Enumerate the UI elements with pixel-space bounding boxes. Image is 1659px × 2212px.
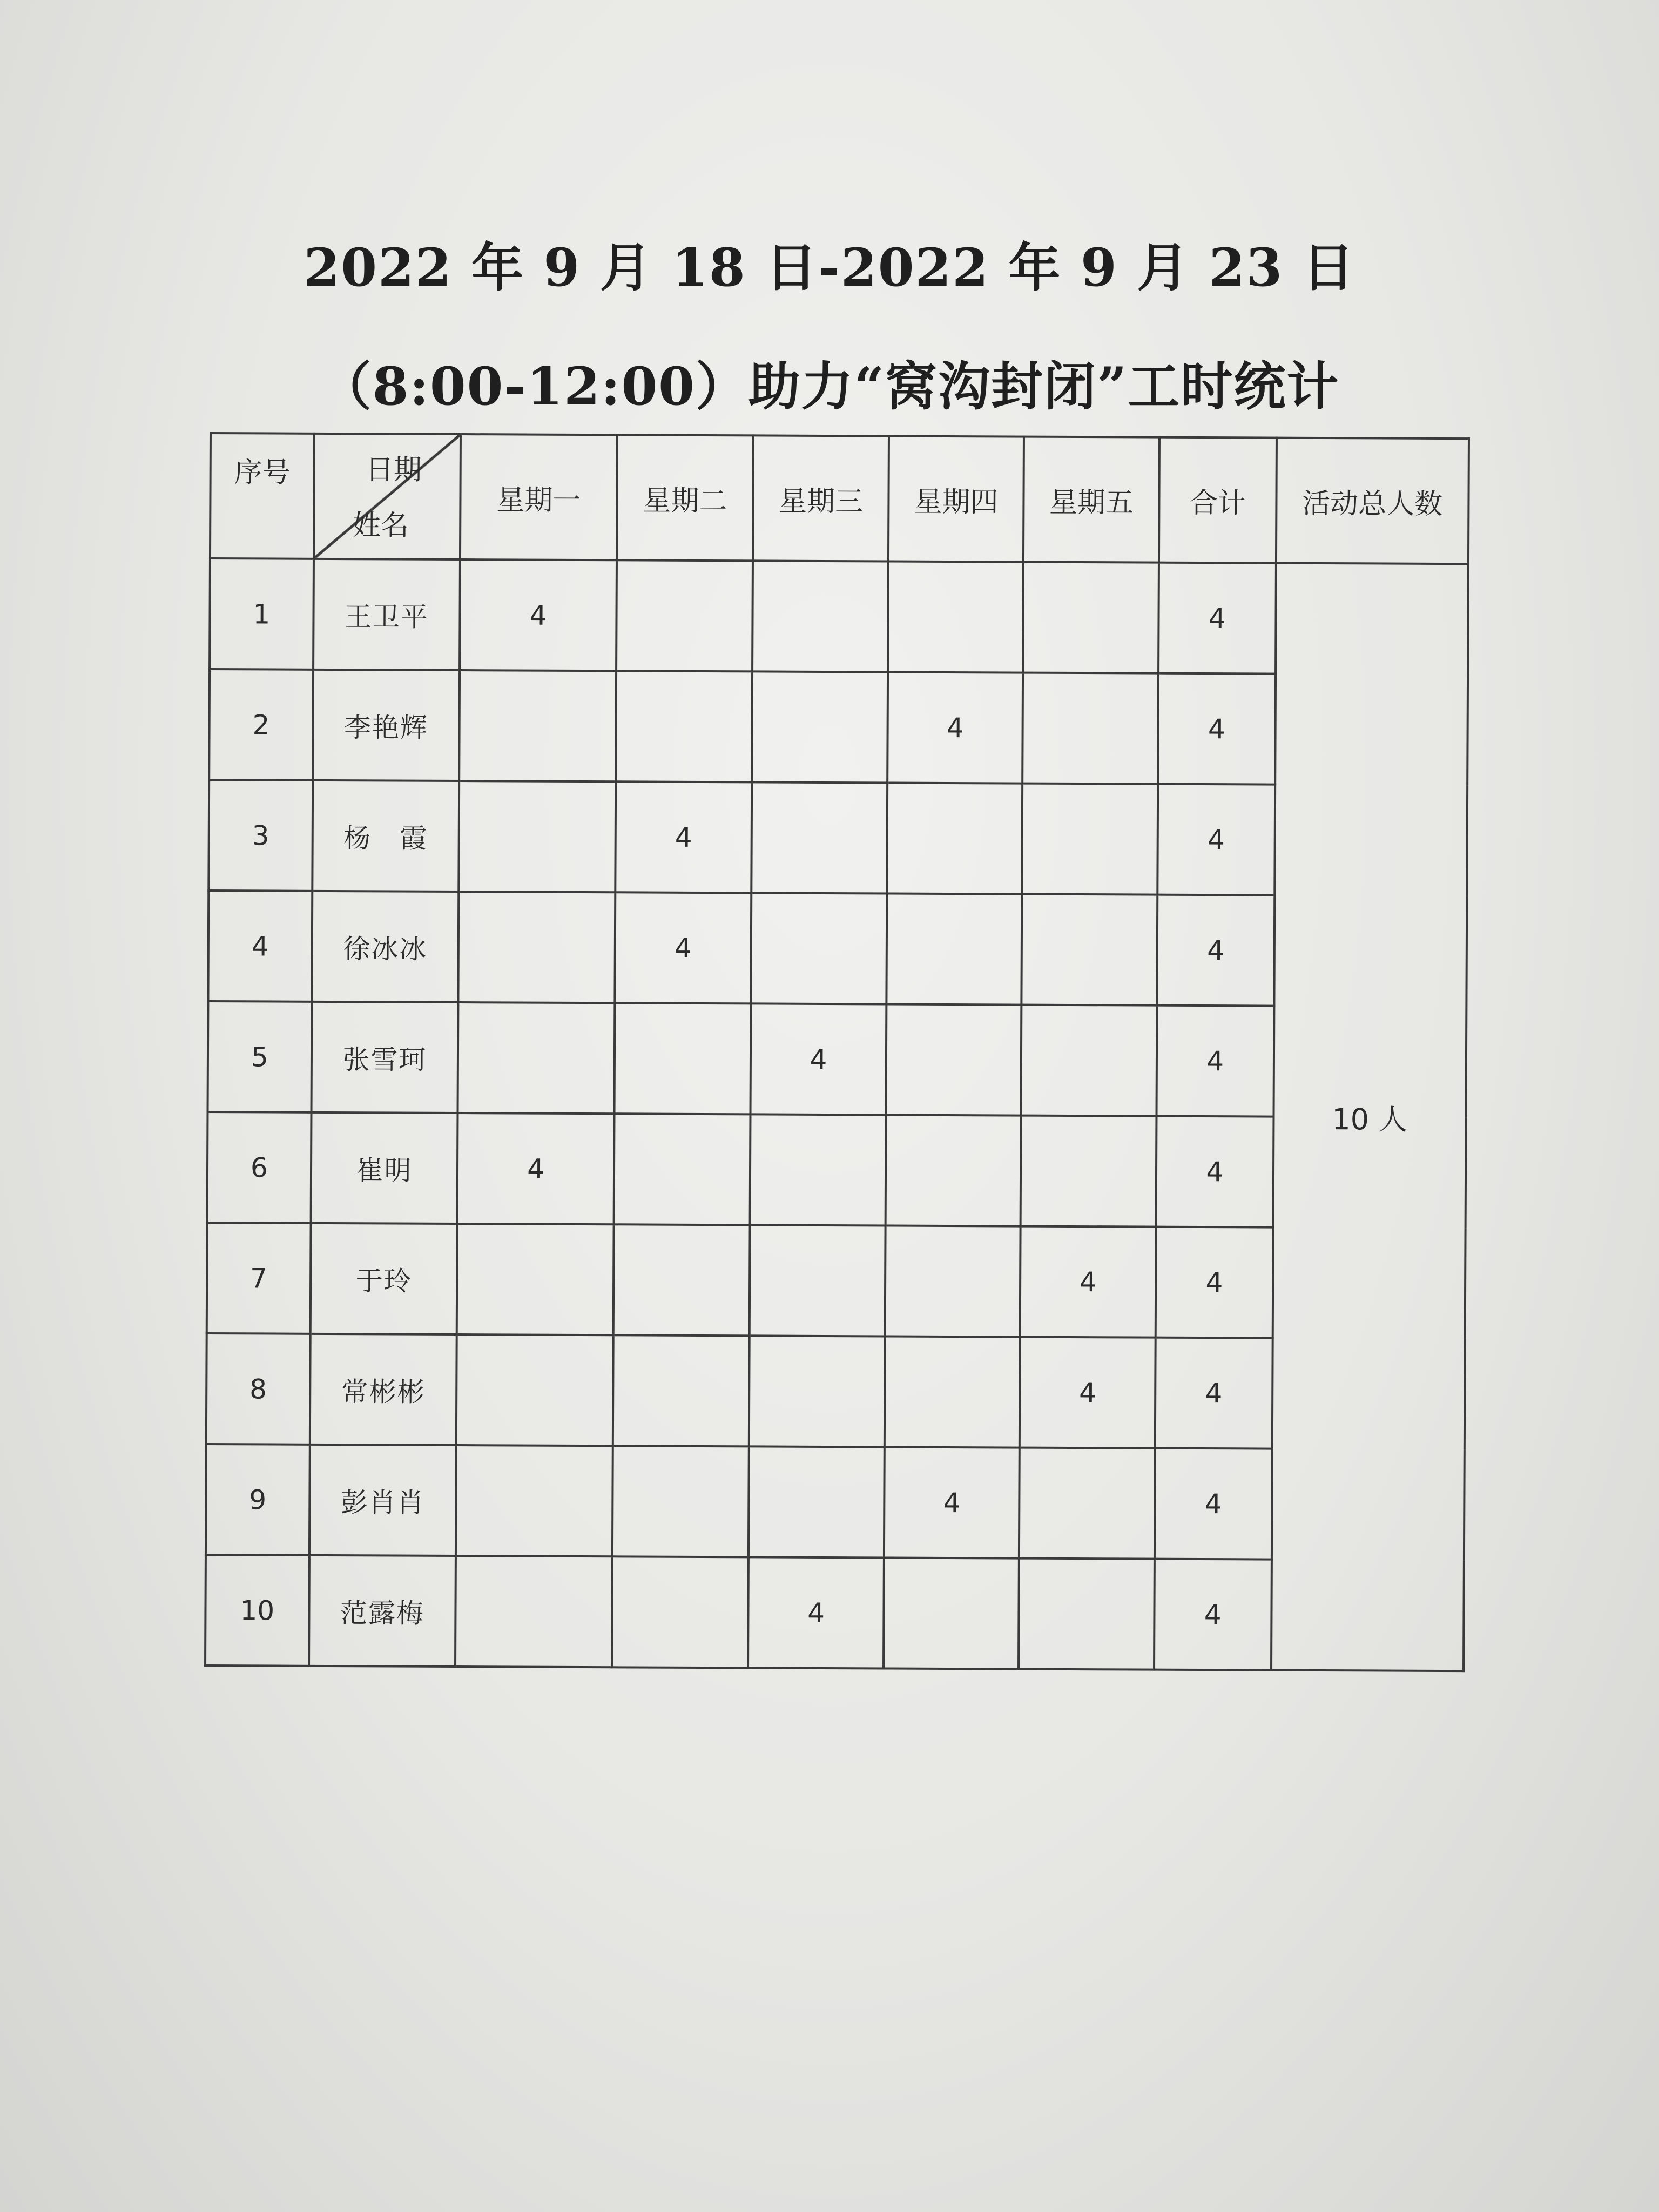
row-name: 范露梅: [309, 1555, 456, 1667]
cell-friday: 4: [1020, 1337, 1155, 1448]
cell-tuesday: 4: [615, 781, 752, 893]
row-seq: 3: [208, 780, 313, 891]
cell-monday: 4: [460, 559, 616, 671]
row-seq: 5: [208, 1001, 312, 1112]
header-thursday: 星期四: [888, 436, 1024, 562]
cell-wednesday: 4: [751, 1003, 886, 1115]
row-seq: 7: [207, 1223, 311, 1334]
header-date-label: 日期: [365, 454, 422, 487]
row-name: 徐冰冰: [312, 891, 459, 1002]
row-seq: 4: [208, 891, 312, 1002]
title-subject: （8:00-12:00）助力“窝沟封闭”工时统计: [319, 356, 1340, 417]
cell-wednesday: [750, 1114, 886, 1225]
row-seq: 10: [205, 1555, 309, 1666]
row-total: 4: [1158, 673, 1276, 785]
row-total: 4: [1157, 895, 1274, 1006]
table-row: [210, 558, 1468, 675]
row-name: 常彬彬: [310, 1334, 457, 1445]
row-seq: 8: [206, 1333, 311, 1445]
cell-monday: 4: [457, 1113, 614, 1224]
row-total: 4: [1154, 1559, 1272, 1670]
cell-monday: [458, 892, 615, 1003]
header-name-label: 姓名: [352, 509, 409, 542]
cell-thursday: [886, 893, 1022, 1004]
cell-friday: [1022, 784, 1158, 895]
row-name: 彭肖肖: [309, 1445, 457, 1556]
cell-monday: [455, 1556, 612, 1667]
cell-wednesday: [752, 561, 888, 672]
cell-thursday: 4: [887, 672, 1023, 783]
cell-wednesday: [749, 1336, 885, 1447]
row-name: 于玲: [310, 1223, 457, 1334]
row-name: 崔明: [311, 1112, 458, 1224]
cell-friday: [1021, 1005, 1157, 1116]
header-total: 合计: [1159, 437, 1277, 563]
cell-tuesday: [613, 1224, 750, 1336]
cell-monday: [456, 1445, 612, 1556]
cell-tuesday: 4: [615, 892, 751, 1003]
cell-tuesday: [616, 560, 753, 671]
cell-monday: [456, 1334, 613, 1446]
cell-wednesday: 4: [748, 1557, 884, 1668]
cell-thursday: 4: [884, 1447, 1020, 1558]
cell-friday: [1023, 673, 1158, 784]
cell-friday: [1019, 1448, 1155, 1559]
row-total: 4: [1155, 1448, 1272, 1560]
row-total: 4: [1156, 1006, 1274, 1117]
cell-thursday: [885, 1115, 1021, 1226]
cell-wednesday: [750, 1225, 885, 1336]
total-people-cell: 10 人: [1271, 563, 1468, 1671]
cell-monday: [459, 781, 616, 892]
cell-wednesday: [752, 782, 887, 893]
cell-monday: [460, 670, 616, 781]
cell-thursday: [884, 1557, 1019, 1669]
cell-thursday: [885, 1225, 1021, 1337]
row-total: 4: [1158, 563, 1276, 674]
header-friday: 星期五: [1023, 437, 1159, 563]
row-seq: 2: [209, 669, 313, 780]
row-seq: 6: [207, 1112, 312, 1223]
cell-tuesday: [616, 671, 752, 782]
cell-monday: [458, 1002, 615, 1114]
cell-tuesday: [614, 1003, 751, 1114]
row-name: 李艳辉: [313, 670, 460, 781]
row-total: 4: [1157, 784, 1275, 895]
header-monday: 星期一: [460, 434, 617, 560]
header-seq: 序号: [210, 433, 314, 559]
cell-tuesday: [612, 1446, 749, 1557]
cell-friday: [1019, 1559, 1154, 1670]
cell-friday: [1021, 1116, 1156, 1227]
cell-monday: [457, 1224, 613, 1335]
header-row: [210, 433, 1469, 564]
header-tuesday: 星期二: [617, 435, 754, 561]
row-name: 王卫平: [313, 559, 461, 670]
row-name: 杨 霞: [312, 780, 460, 892]
cell-tuesday: [613, 1114, 750, 1225]
row-name: 张雪珂: [311, 1002, 458, 1113]
header-total-people: 活动总人数: [1276, 438, 1469, 564]
cell-thursday: [886, 1004, 1021, 1115]
row-total: 4: [1156, 1227, 1273, 1338]
header-wednesday: 星期三: [753, 435, 889, 561]
cell-friday: [1022, 894, 1157, 1006]
cell-tuesday: [612, 1556, 748, 1668]
cell-wednesday: [748, 1446, 884, 1557]
cell-thursday: [888, 561, 1023, 672]
cell-tuesday: [613, 1335, 750, 1446]
row-seq: 9: [206, 1444, 310, 1555]
work-hours-table: [204, 432, 1470, 1672]
row-total: 4: [1156, 1116, 1274, 1228]
cell-wednesday: [751, 893, 887, 1004]
cell-thursday: [887, 783, 1022, 894]
cell-wednesday: [752, 671, 888, 783]
row-seq: 1: [210, 558, 314, 670]
row-total: 4: [1155, 1338, 1273, 1449]
title-date-range: 2022 年 9 月 18 日-2022 年 9 月 23 日: [304, 237, 1355, 298]
cell-friday: [1023, 562, 1158, 673]
header-date-name: [314, 434, 461, 559]
cell-thursday: [885, 1336, 1020, 1447]
cell-friday: 4: [1020, 1226, 1156, 1338]
